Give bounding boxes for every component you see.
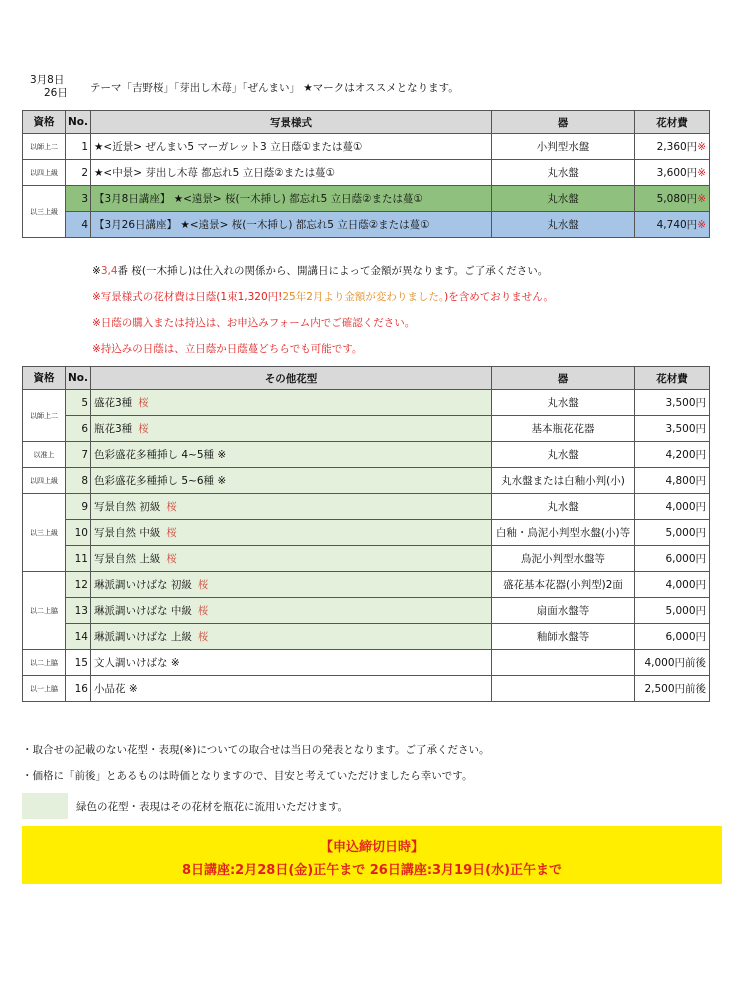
note-hikage-purchase: ※日蔭の購入または持込は、お申込みフォーム内でご確認ください。 bbox=[92, 317, 416, 329]
style-text: 色彩盛花多種挿し 5~6種 ※ bbox=[94, 475, 227, 487]
fee-cell bbox=[635, 160, 710, 186]
other-styles-body bbox=[23, 390, 710, 702]
utsuwa-cell bbox=[492, 676, 635, 702]
fee-value: 2,360円 bbox=[656, 141, 698, 153]
header-fee: 花材費 bbox=[635, 111, 710, 134]
sakura-label: 桜 bbox=[138, 423, 149, 435]
no-cell: 8 bbox=[66, 468, 91, 494]
shikaku-cell: 以師上二 bbox=[23, 134, 66, 160]
fee-cell: 4,000円 bbox=[635, 494, 710, 520]
style-cell: ★<中景> 芽出し木苺 都忘れ5 立日蔭②または蔓① bbox=[91, 160, 492, 186]
fee-value: 3,600円 bbox=[656, 167, 698, 179]
shikaku-cell: 以三上級 bbox=[23, 494, 66, 572]
style-cell: 【3月26日講座】 ★<遠景> 桜(一木挿し) 都忘れ5 立日蔭②または蔓① bbox=[91, 212, 492, 238]
style-cell bbox=[91, 624, 492, 650]
fee-cell: 4,200円 bbox=[635, 442, 710, 468]
sakura-label: 桜 bbox=[166, 553, 177, 565]
utsuwa-cell bbox=[492, 650, 635, 676]
table-row bbox=[23, 546, 710, 572]
style-text: 写景自然 中級 bbox=[94, 527, 161, 539]
shikaku-cell: 以一上脇 bbox=[23, 676, 66, 702]
style-cell bbox=[91, 494, 492, 520]
header-shikaku: 資格 bbox=[23, 111, 66, 134]
date-label bbox=[30, 74, 68, 100]
table-row bbox=[23, 416, 710, 442]
note-hikage-cost bbox=[92, 289, 554, 304]
header-shikaku: 資格 bbox=[23, 367, 66, 390]
style-text: 文人調いけばな ※ bbox=[94, 657, 180, 669]
shikaku-cell: 以二上脇 bbox=[23, 572, 66, 650]
no-cell: 5 bbox=[66, 390, 91, 416]
table-row bbox=[23, 134, 710, 160]
no-cell: 12 bbox=[66, 572, 91, 598]
fee-cell: 4,800円 bbox=[635, 468, 710, 494]
note-text-a: ※写景様式の花材費は日蔭(1束1,320円! bbox=[92, 291, 283, 303]
header-fee: 花材費 bbox=[635, 367, 710, 390]
fee-cell: 3,500円 bbox=[635, 416, 710, 442]
note-price-difference bbox=[92, 263, 548, 278]
no-cell: 10 bbox=[66, 520, 91, 546]
table-row bbox=[23, 624, 710, 650]
no-cell: 4 bbox=[66, 212, 91, 238]
table-row bbox=[23, 520, 710, 546]
utsuwa-cell: 丸水盤または白釉小判(小) bbox=[492, 468, 635, 494]
fee-cell: 4,000円 bbox=[635, 572, 710, 598]
fee-cell: 5,000円 bbox=[635, 598, 710, 624]
shikaku-cell: 以四上級 bbox=[23, 468, 66, 494]
no-cell: 6 bbox=[66, 416, 91, 442]
other-header-row bbox=[23, 367, 710, 390]
style-text: 瓶花3種 bbox=[94, 423, 133, 435]
style-cell bbox=[91, 598, 492, 624]
sakura-label: 桜 bbox=[197, 631, 209, 643]
note-hikage-bring: ※持込みの日蔭は、立日蔭か日蔭蔓どちらでも可能です。 bbox=[92, 343, 363, 355]
sakura-label: 桜 bbox=[166, 527, 177, 539]
table-row bbox=[23, 160, 710, 186]
no-cell: 11 bbox=[66, 546, 91, 572]
footer-note-2: ・価格に「前後」とあるものは時価となりますので、目安と考えていただけましたら幸いです。 bbox=[22, 770, 473, 782]
no-cell: 13 bbox=[66, 598, 91, 624]
shikaku-cell: 以師上二 bbox=[23, 390, 66, 442]
note-prefix: ※ bbox=[92, 265, 101, 277]
header-no: No. bbox=[66, 367, 91, 390]
fee-cell bbox=[635, 134, 710, 160]
table-row bbox=[23, 572, 710, 598]
style-cell bbox=[91, 650, 492, 676]
fee-mark: ※ bbox=[697, 219, 706, 231]
fee-value: 5,080円 bbox=[656, 193, 698, 205]
deadline-title: 【申込締切日時】 bbox=[319, 840, 424, 855]
footer-note-1: ・取合せの記載のない花型・表現(※)についての取合せは当日の発表となります。ご了承ください。 bbox=[22, 744, 490, 756]
header-style: 写景様式 bbox=[91, 111, 492, 134]
table-row bbox=[23, 650, 710, 676]
sakura-label: 桜 bbox=[197, 605, 209, 617]
utsuwa-cell: 盛花基本花器(小判型)2面 bbox=[492, 572, 635, 598]
no-cell: 3 bbox=[66, 186, 91, 212]
fee-cell: 3,500円 bbox=[635, 390, 710, 416]
style-cell bbox=[91, 520, 492, 546]
legend-text: 緑色の花型・表現はその花材を瓶花に流用いただけます。 bbox=[76, 801, 349, 813]
deadline-body: 8日講座:2月28日(金)正午まで 26日講座:3月19日(水)正午まで bbox=[181, 863, 563, 878]
fee-cell: 6,000円 bbox=[635, 624, 710, 650]
table-row bbox=[23, 494, 710, 520]
no-cell: 16 bbox=[66, 676, 91, 702]
utsuwa-cell: 釉師水盤等 bbox=[492, 624, 635, 650]
note-text: 番 桜(一木挿し)は仕入れの関係から、開講日によって金額が異なります。ご了承ください。 bbox=[117, 265, 549, 277]
style-text: 琳派調いけばな 初級 bbox=[94, 579, 192, 591]
fee-cell bbox=[635, 186, 710, 212]
style-cell bbox=[91, 416, 492, 442]
utsuwa-cell: 鳥泥小判型水盤等 bbox=[492, 546, 635, 572]
style-cell bbox=[91, 390, 492, 416]
theme-line: テーマ「吉野桜」「芽出し木苺」「ぜんまい」 ★マークはオススメとなります。 bbox=[90, 82, 459, 94]
note-numbers: 3,4 bbox=[100, 265, 118, 277]
fee-mark: ※ bbox=[697, 167, 706, 179]
header-utsuwa: 器 bbox=[492, 111, 635, 134]
shikaku-cell: 以四上級 bbox=[23, 160, 66, 186]
utsuwa-cell: 扇面水盤等 bbox=[492, 598, 635, 624]
date-1: 3月8日 bbox=[30, 74, 65, 86]
style-cell bbox=[91, 442, 492, 468]
style-cell: 【3月8日講座】 ★<遠景> 桜(一木挿し) 都忘れ5 立日蔭②または蔓① bbox=[91, 186, 492, 212]
sakura-label: 桜 bbox=[197, 579, 209, 591]
fee-value: 4,740円 bbox=[656, 219, 698, 231]
header-no: No. bbox=[66, 111, 91, 134]
utsuwa-cell: 丸水盤 bbox=[492, 494, 635, 520]
legend-swatch bbox=[22, 793, 68, 819]
style-text: 小品花 ※ bbox=[94, 683, 138, 695]
sakura-label: 桜 bbox=[166, 501, 177, 513]
fee-cell: 4,000円前後 bbox=[635, 650, 710, 676]
fee-mark: ※ bbox=[697, 141, 706, 153]
style-text: 写景自然 初級 bbox=[94, 501, 161, 513]
note-text-c: )を含めておりません。 bbox=[444, 291, 554, 303]
style-text: 盛花3種 bbox=[94, 397, 133, 409]
style-cell bbox=[91, 468, 492, 494]
fee-cell: 2,500円前後 bbox=[635, 676, 710, 702]
no-cell: 7 bbox=[66, 442, 91, 468]
table-row bbox=[23, 468, 710, 494]
no-cell: 1 bbox=[66, 134, 91, 160]
other-styles-table bbox=[22, 366, 710, 702]
style-cell: ★<近景> ぜんまい5 マーガレット3 立日蔭①または蔓① bbox=[91, 134, 492, 160]
utsuwa-cell: 小判型水盤 bbox=[492, 134, 635, 160]
table-row bbox=[23, 442, 710, 468]
table-row bbox=[23, 390, 710, 416]
deadline-banner bbox=[22, 826, 722, 884]
table-row bbox=[23, 676, 710, 702]
fee-mark: ※ bbox=[697, 193, 706, 205]
fee-cell: 6,000円 bbox=[635, 546, 710, 572]
note-text-b: 25年2月より金額が変わりました。 bbox=[282, 291, 445, 303]
fee-cell bbox=[635, 212, 710, 238]
sakura-label: 桜 bbox=[138, 397, 149, 409]
table-row bbox=[23, 212, 710, 238]
no-cell: 15 bbox=[66, 650, 91, 676]
date-2: 26日 bbox=[44, 87, 68, 99]
no-cell: 2 bbox=[66, 160, 91, 186]
utsuwa-cell: 白釉・鳥泥小判型水盤(小)等 bbox=[492, 520, 635, 546]
style-cell bbox=[91, 572, 492, 598]
utsuwa-cell: 基本瓶花花器 bbox=[492, 416, 635, 442]
style-text: 色彩盛花多種挿し 4~5種 ※ bbox=[94, 449, 227, 461]
utsuwa-cell: 丸水盤 bbox=[492, 160, 635, 186]
header-style: その他花型 bbox=[91, 367, 492, 390]
shikaku-cell: 以二上脇 bbox=[23, 650, 66, 676]
utsuwa-cell: 丸水盤 bbox=[492, 442, 635, 468]
utsuwa-cell: 丸水盤 bbox=[492, 390, 635, 416]
style-text: 写景自然 上級 bbox=[94, 553, 161, 565]
shakei-header-row bbox=[23, 111, 710, 134]
table-row bbox=[23, 598, 710, 624]
style-text: 琳派調いけばな 上級 bbox=[94, 631, 192, 643]
shikaku-cell: 以三上級 bbox=[23, 186, 66, 238]
shikaku-cell: 以准上 bbox=[23, 442, 66, 468]
utsuwa-cell: 丸水盤 bbox=[492, 212, 635, 238]
shakei-table bbox=[22, 110, 710, 238]
style-cell bbox=[91, 676, 492, 702]
style-text: 琳派調いけばな 中級 bbox=[94, 605, 192, 617]
table-row bbox=[23, 186, 710, 212]
fee-cell: 5,000円 bbox=[635, 520, 710, 546]
utsuwa-cell: 丸水盤 bbox=[492, 186, 635, 212]
no-cell: 14 bbox=[66, 624, 91, 650]
style-cell bbox=[91, 546, 492, 572]
no-cell: 9 bbox=[66, 494, 91, 520]
header-utsuwa: 器 bbox=[492, 367, 635, 390]
